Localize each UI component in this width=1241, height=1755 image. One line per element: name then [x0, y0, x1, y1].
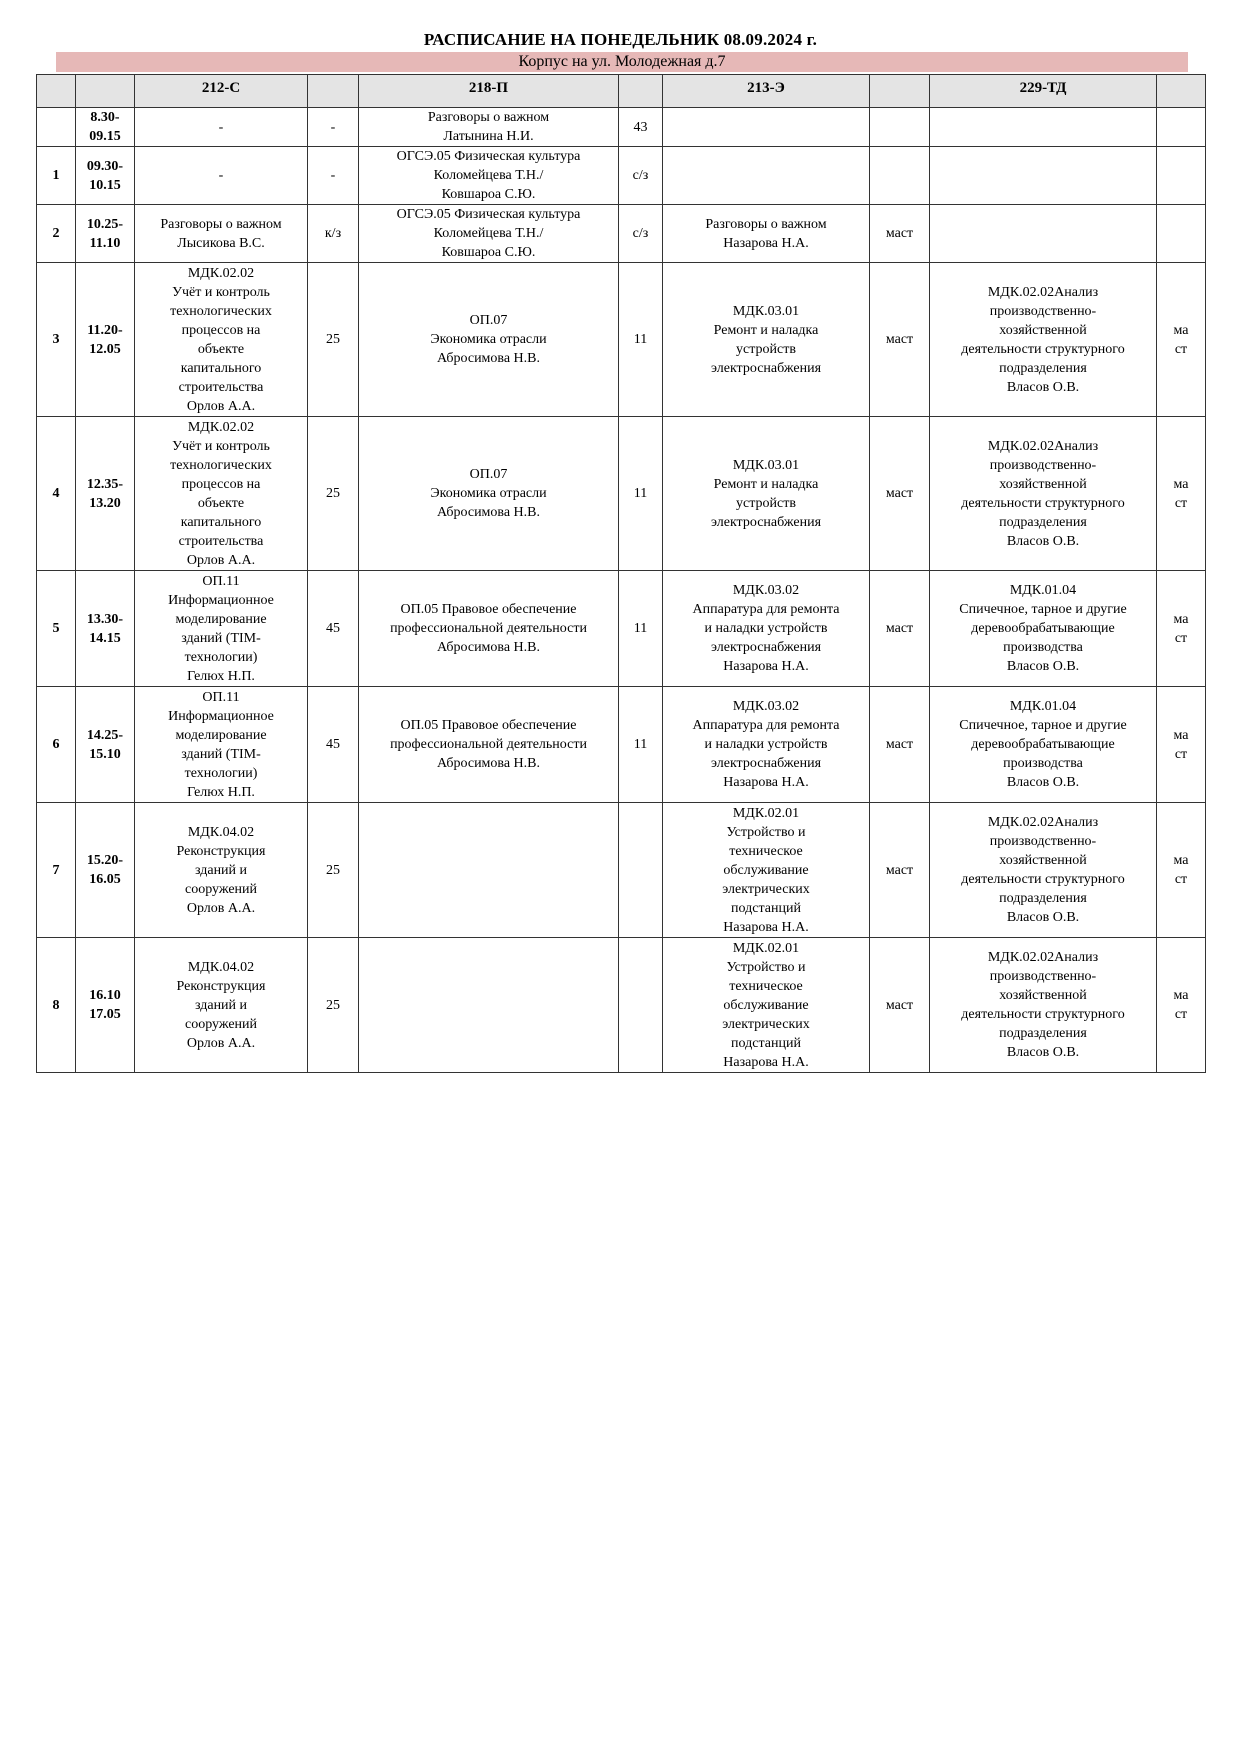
subject-229: МДК.01.04 Спичечное, тарное и другие деревообрабатывающие производства Власов О.В.: [930, 687, 1157, 803]
group-header-213: 213-Э: [663, 75, 870, 108]
lesson-number: [37, 108, 76, 147]
lesson-number: 3: [37, 263, 76, 417]
subject-229: [930, 205, 1157, 263]
group-header-229: 229-ТД: [930, 75, 1157, 108]
schedule-table: [36, 74, 1206, 1073]
subject-213: МДК.03.02 Аппаратура для ремонта и наладки устройств электроснабжения Назарова Н.А.: [663, 687, 870, 803]
room-212: 25: [308, 263, 359, 417]
lesson-row: [37, 687, 1206, 803]
group-header-218: 218-П: [359, 75, 619, 108]
room-218: 43: [619, 108, 663, 147]
room-212: 25: [308, 417, 359, 571]
subject-229: [930, 108, 1157, 147]
room-218: 11: [619, 417, 663, 571]
subject-218: Разговоры о важном Латынина Н.И.: [359, 108, 619, 147]
subject-212: Разговоры о важном Лысикова В.С.: [135, 205, 308, 263]
lesson-number: 2: [37, 205, 76, 263]
subject-212: МДК.02.02 Учёт и контроль технологических процессов на объекте капитального строительства Орлов А.А.: [135, 417, 308, 571]
room-218: 11: [619, 571, 663, 687]
room-212: к/з: [308, 205, 359, 263]
subject-213: [663, 108, 870, 147]
room-212: -: [308, 108, 359, 147]
room-213: маст: [870, 803, 930, 938]
room-218: 11: [619, 687, 663, 803]
lesson-number: 1: [37, 147, 76, 205]
room-218: 11: [619, 263, 663, 417]
subject-229: [930, 147, 1157, 205]
lesson-number: 8: [37, 938, 76, 1073]
lesson-number: 5: [37, 571, 76, 687]
lesson-row: [37, 205, 1206, 263]
subject-218: ОП.05 Правовое обеспечение профессиональной деятельности Абросимова Н.В.: [359, 687, 619, 803]
subject-213: МДК.02.01 Устройство и техническое обслуживание электрических подстанций Назарова Н.А.: [663, 803, 870, 938]
room-213: маст: [870, 571, 930, 687]
room-229: [1157, 108, 1206, 147]
subject-218: ОГСЭ.05 Физическая культура Коломейцева Т.Н./ Ковшароа С.Ю.: [359, 147, 619, 205]
subject-218: ОП.07 Экономика отрасли Абросимова Н.В.: [359, 417, 619, 571]
room-229: [1157, 147, 1206, 205]
page-title: РАСПИСАНИЕ НА ПОНЕДЕЛЬНИК 08.09.2024 г.: [423, 30, 818, 49]
room-213: [870, 108, 930, 147]
group-header-212: 212-С: [135, 75, 308, 108]
room-229: ма ст: [1157, 803, 1206, 938]
room-213: маст: [870, 205, 930, 263]
room-213: маст: [870, 263, 930, 417]
header-row: [37, 75, 1206, 108]
lesson-number: 4: [37, 417, 76, 571]
subject-213: МДК.03.02 Аппаратура для ремонта и наладки устройств электроснабжения Назарова Н.А.: [663, 571, 870, 687]
room-213: маст: [870, 687, 930, 803]
subject-212: -: [135, 108, 308, 147]
lesson-row: [37, 417, 1206, 571]
subject-229: МДК.01.04 Спичечное, тарное и другие деревообрабатывающие производства Власов О.В.: [930, 571, 1157, 687]
room-218: с/з: [619, 147, 663, 205]
room-212: -: [308, 147, 359, 205]
room-229: ма ст: [1157, 417, 1206, 571]
lesson-row: [37, 263, 1206, 417]
lesson-row: [37, 147, 1206, 205]
subject-218: ОП.05 Правовое обеспечение профессиональной деятельности Абросимова Н.В.: [359, 571, 619, 687]
subject-212: МДК.04.02 Реконструкция зданий и сооружений Орлов А.А.: [135, 803, 308, 938]
lesson-time: 11.20- 12.05: [76, 263, 135, 417]
lesson-time: 8.30- 09.15: [76, 108, 135, 147]
room-212: 25: [308, 803, 359, 938]
room-229: ма ст: [1157, 687, 1206, 803]
room-212: 45: [308, 687, 359, 803]
subject-212: ОП.11 Информационное моделирование зданий (TIM- технологии) Гелюх Н.П.: [135, 687, 308, 803]
lesson-number: 6: [37, 687, 76, 803]
subject-213: [663, 147, 870, 205]
subject-212: ОП.11 Информационное моделирование зданий (TIM- технологии) Гелюх Н.П.: [135, 571, 308, 687]
room-212: 45: [308, 571, 359, 687]
room-218: с/з: [619, 205, 663, 263]
room-229: ма ст: [1157, 571, 1206, 687]
subject-218: ОП.07 Экономика отрасли Абросимова Н.В.: [359, 263, 619, 417]
room-229: [1157, 205, 1206, 263]
header-num-cell: [37, 75, 76, 108]
lesson-time: 12.35- 13.20: [76, 417, 135, 571]
header-time-cell: [76, 75, 135, 108]
room-218: [619, 938, 663, 1073]
lesson-time: 15.20- 16.05: [76, 803, 135, 938]
subject-213: МДК.03.01 Ремонт и наладка устройств электроснабжения: [663, 263, 870, 417]
lesson-time: 14.25- 15.10: [76, 687, 135, 803]
room-213: маст: [870, 417, 930, 571]
header-room-cell: [619, 75, 663, 108]
subject-212: МДК.02.02 Учёт и контроль технологических процессов на объекте капитального строительства Орлов А.А.: [135, 263, 308, 417]
subject-218: [359, 938, 619, 1073]
header-room-cell: [1157, 75, 1206, 108]
subject-229: МДК.02.02Анализ производственно- хозяйственной деятельности структурного подразделения Власов О.В.: [930, 417, 1157, 571]
subject-218: [359, 803, 619, 938]
lesson-time: 09.30- 10.15: [76, 147, 135, 205]
subject-229: МДК.02.02Анализ производственно- хозяйственной деятельности структурного подразделения Власов О.В.: [930, 938, 1157, 1073]
room-213: [870, 147, 930, 205]
subject-213: Разговоры о важном Назарова Н.А.: [663, 205, 870, 263]
lesson-row: [37, 108, 1206, 147]
subject-229: МДК.02.02Анализ производственно- хозяйственной деятельности структурного подразделения Власов О.В.: [930, 263, 1157, 417]
subject-229: МДК.02.02Анализ производственно- хозяйственной деятельности структурного подразделения Власов О.В.: [930, 803, 1157, 938]
lesson-time: 16.10 17.05: [76, 938, 135, 1073]
building-subtitle: Корпус на ул. Молодежная д.7: [56, 52, 1188, 72]
lesson-time: 10.25- 11.10: [76, 205, 135, 263]
lesson-row: [37, 571, 1206, 687]
room-218: [619, 803, 663, 938]
header-room-cell: [870, 75, 930, 108]
lesson-number: 7: [37, 803, 76, 938]
subject-212: МДК.04.02 Реконструкция зданий и сооружений Орлов А.А.: [135, 938, 308, 1073]
room-229: ма ст: [1157, 938, 1206, 1073]
room-229: ма ст: [1157, 263, 1206, 417]
room-212: 25: [308, 938, 359, 1073]
subject-218: ОГСЭ.05 Физическая культура Коломейцева Т.Н./ Ковшароа С.Ю.: [359, 205, 619, 263]
subject-213: МДК.02.01 Устройство и техническое обслуживание электрических подстанций Назарова Н.А.: [663, 938, 870, 1073]
lesson-row: [37, 938, 1206, 1073]
subject-212: -: [135, 147, 308, 205]
header-room-cell: [308, 75, 359, 108]
subject-213: МДК.03.01 Ремонт и наладка устройств электроснабжения: [663, 417, 870, 571]
room-213: маст: [870, 938, 930, 1073]
lesson-row: [37, 803, 1206, 938]
lesson-time: 13.30- 14.15: [76, 571, 135, 687]
